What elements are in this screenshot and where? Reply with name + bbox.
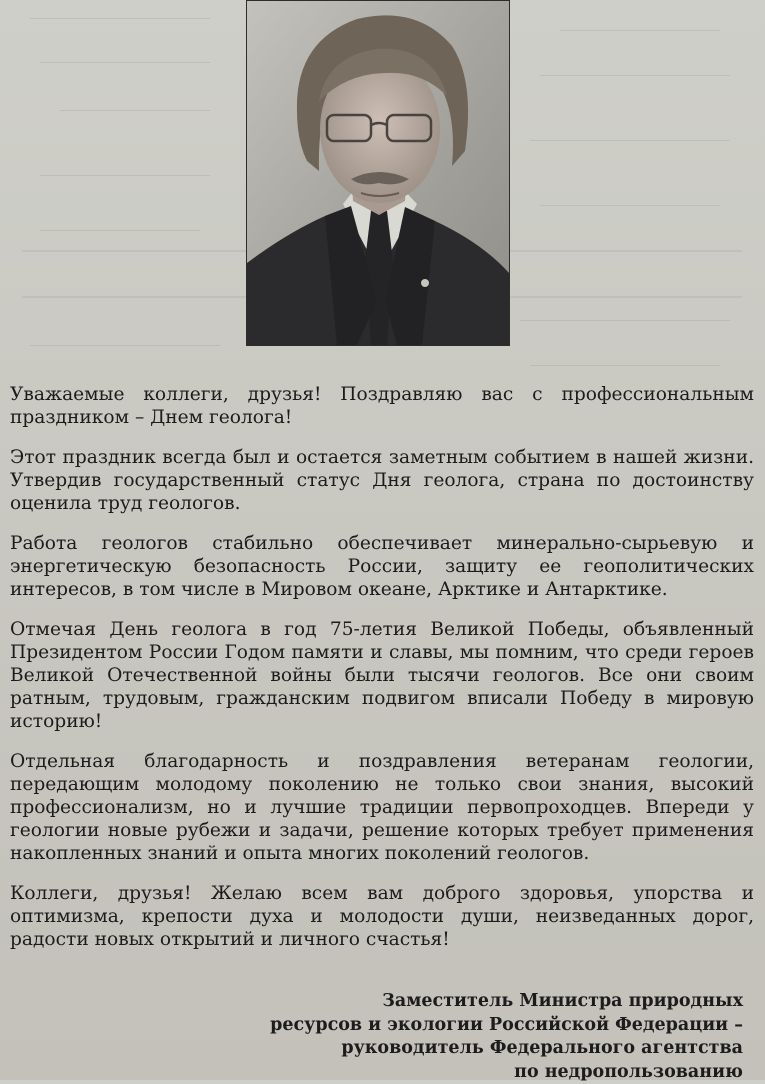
letter-body: [10, 383, 754, 968]
letter-paragraph: Этот праздник всегда был и остается заметным событием в нашей жизни. Утвердив государственный статус Дня геолога, страна по достоинству оценила труд геологов.: [10, 446, 754, 515]
signature-block: [183, 990, 743, 1084]
portrait-photo: [246, 0, 510, 346]
letter-paragraph: Работа геологов стабильно обеспечивает минерально-сырьевую и энергетическую безопасность России, защиту ее геополитических интересов, в том числе в Мировом океане, Арктике и Антарктике.: [10, 532, 754, 601]
signature-line: ресурсов и экологии Российской Федерации –: [183, 1014, 743, 1038]
letter-paragraph: Отмечая День геолога в год 75-летия Великой Победы, объявленный Президентом России Годом памяти и славы, мы помним, что среди героев Великой Отечественной войны были тысячи геологов. Все они своим ратным, трудовым, гражданским подвигом вписали Победу в мировую историю!: [10, 618, 754, 733]
signature-line: по недропользованию: [183, 1061, 743, 1084]
signature-line: Заместитель Министра природных: [183, 990, 743, 1014]
letter-paragraph: Отдельная благодарность и поздравления ветеранам геологии, передающим молодому поколению не только свои знания, высокий профессионализм, но и лучшие традиции первопроходцев. Впереди у геологии новые рубежи и задачи, решение которых требует применения накопленных знаний и опыта многих поколений геологов.: [10, 750, 754, 865]
photo-lapel-pin: [421, 279, 429, 287]
signature-line: руководитель Федерального агентства: [183, 1037, 743, 1061]
letter-paragraph: Уважаемые коллеги, друзья! Поздравляю вас с профессиональным праздником – Днем геолога!: [10, 383, 754, 429]
letter-paragraph: Коллеги, друзья! Желаю всем вам доброго здоровья, упорства и оптимизма, крепости духа и молодости души, неизведанных дорог, радости новых открытий и личного счастья!: [10, 882, 754, 951]
